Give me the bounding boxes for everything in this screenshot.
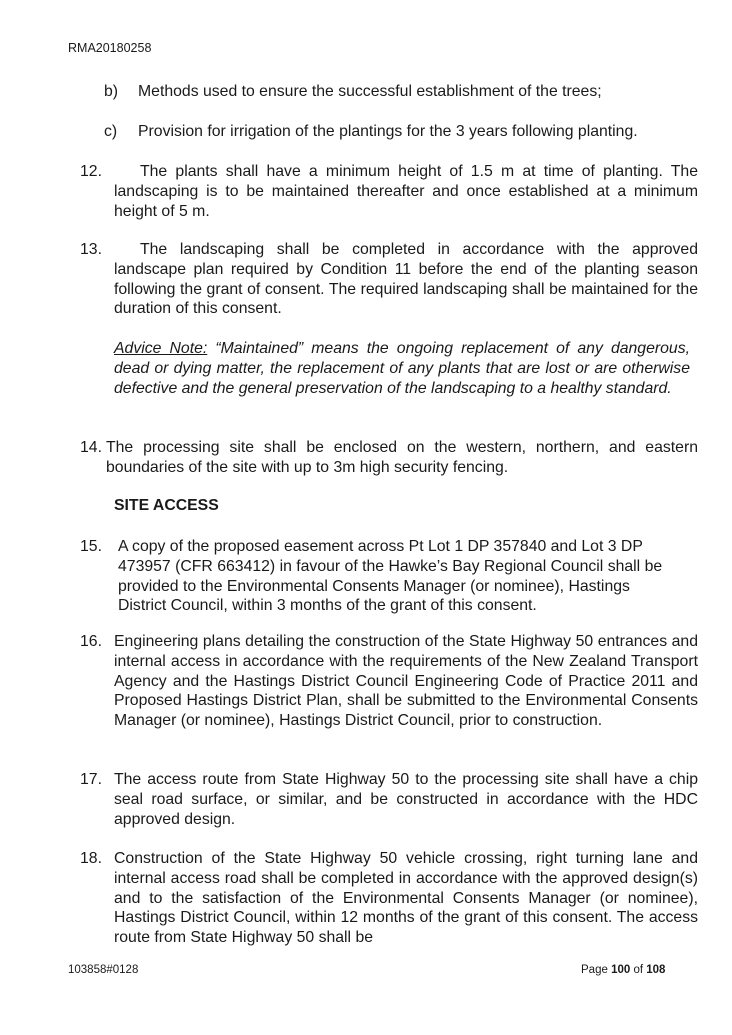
condition-14 xyxy=(80,438,698,478)
page-label: Page xyxy=(581,964,608,976)
condition-text: Construction of the State Highway 50 vehicle crossing, right turning lane and internal access road shall be completed in accordance with the approved design(s) and to the satisfaction of the Environmental Consents Manager (or nominee), Hastings District Council, within 12 months of the grant of this consent. The access route from State Highway 50 shall be xyxy=(114,850,698,947)
condition-text: The landscaping shall be completed in accordance with the approved landscape plan required by Condition 11 before the end of the planting season following the grant of consent. The required landscaping shall be maintained for the duration of this consent. xyxy=(114,241,698,318)
advice-note xyxy=(114,339,690,398)
subitem-text: Methods used to ensure the successful establishment of the trees; xyxy=(138,83,602,100)
advice-note-label: Advice Note: xyxy=(114,340,208,357)
condition-number: 12. xyxy=(80,163,102,180)
condition-number: 17. xyxy=(80,771,102,788)
page-number xyxy=(581,964,665,976)
current-page: 100 xyxy=(611,964,631,976)
section-heading: SITE ACCESS xyxy=(114,497,219,514)
condition-number: 16. xyxy=(80,633,102,650)
document-reference: RMA20180258 xyxy=(68,41,152,55)
condition-18 xyxy=(80,849,698,948)
subitem-label: c) xyxy=(104,123,118,140)
document-id: 103858#0128 xyxy=(68,964,139,976)
condition-number: 15. xyxy=(80,538,102,555)
condition-text: The plants shall have a minimum height of 1.5 m at time of planting. The landscaping is to be maintained thereafter and once established at a minimum height of 5 m. xyxy=(114,163,698,220)
condition-15 xyxy=(80,537,680,616)
subitem-label: b) xyxy=(104,83,119,100)
condition-text: Engineering plans detailing the construction of the State Highway 50 entrances and internal access in accordance with the requirements of the New Zealand Transport Agency and the Hastings District Council Engineering Code of Practice 2011 and Proposed Hastings District Plan, shall be submitted to the Environmental Consents Manager (or nominee), Hastings District Council, prior to construction. xyxy=(114,633,698,730)
condition-13 xyxy=(80,240,698,319)
condition-12 xyxy=(80,162,698,221)
total-pages: 108 xyxy=(646,964,666,976)
condition-16 xyxy=(80,632,698,731)
condition-17 xyxy=(80,770,698,829)
condition-text: The processing site shall be enclosed on the western, northern, and eastern boundaries of the site with up to 3m high security fencing. xyxy=(106,439,698,476)
subitem-text: Provision for irrigation of the plantings for the 3 years following planting. xyxy=(138,123,638,140)
condition-number: 18. xyxy=(80,850,102,867)
condition-text: A copy of the proposed easement across Pt Lot 1 DP 357840 and Lot 3 DP 473957 (CFR 663412) in favour of the Hawke’s Bay Regional Council shall be provided to the Environmental Consents Manager (or nominee), Hastings District Council, within 3 months of the grant of this consent. xyxy=(118,538,663,615)
condition-number: 13. xyxy=(80,241,102,258)
page-of-label: of xyxy=(633,964,644,976)
advice-note-text: “Maintained” means the ongoing replacement of any dangerous, dead or dying matter, the replacement of any plants that are lost or are otherwise defective and the general preservation of the landscaping to a healthy standard. xyxy=(114,340,690,397)
condition-text: The access route from State Highway 50 to the processing site shall have a chip seal road surface, or similar, and be constructed in accordance with the HDC approved design. xyxy=(114,771,698,828)
condition-number: 14. xyxy=(80,439,102,456)
